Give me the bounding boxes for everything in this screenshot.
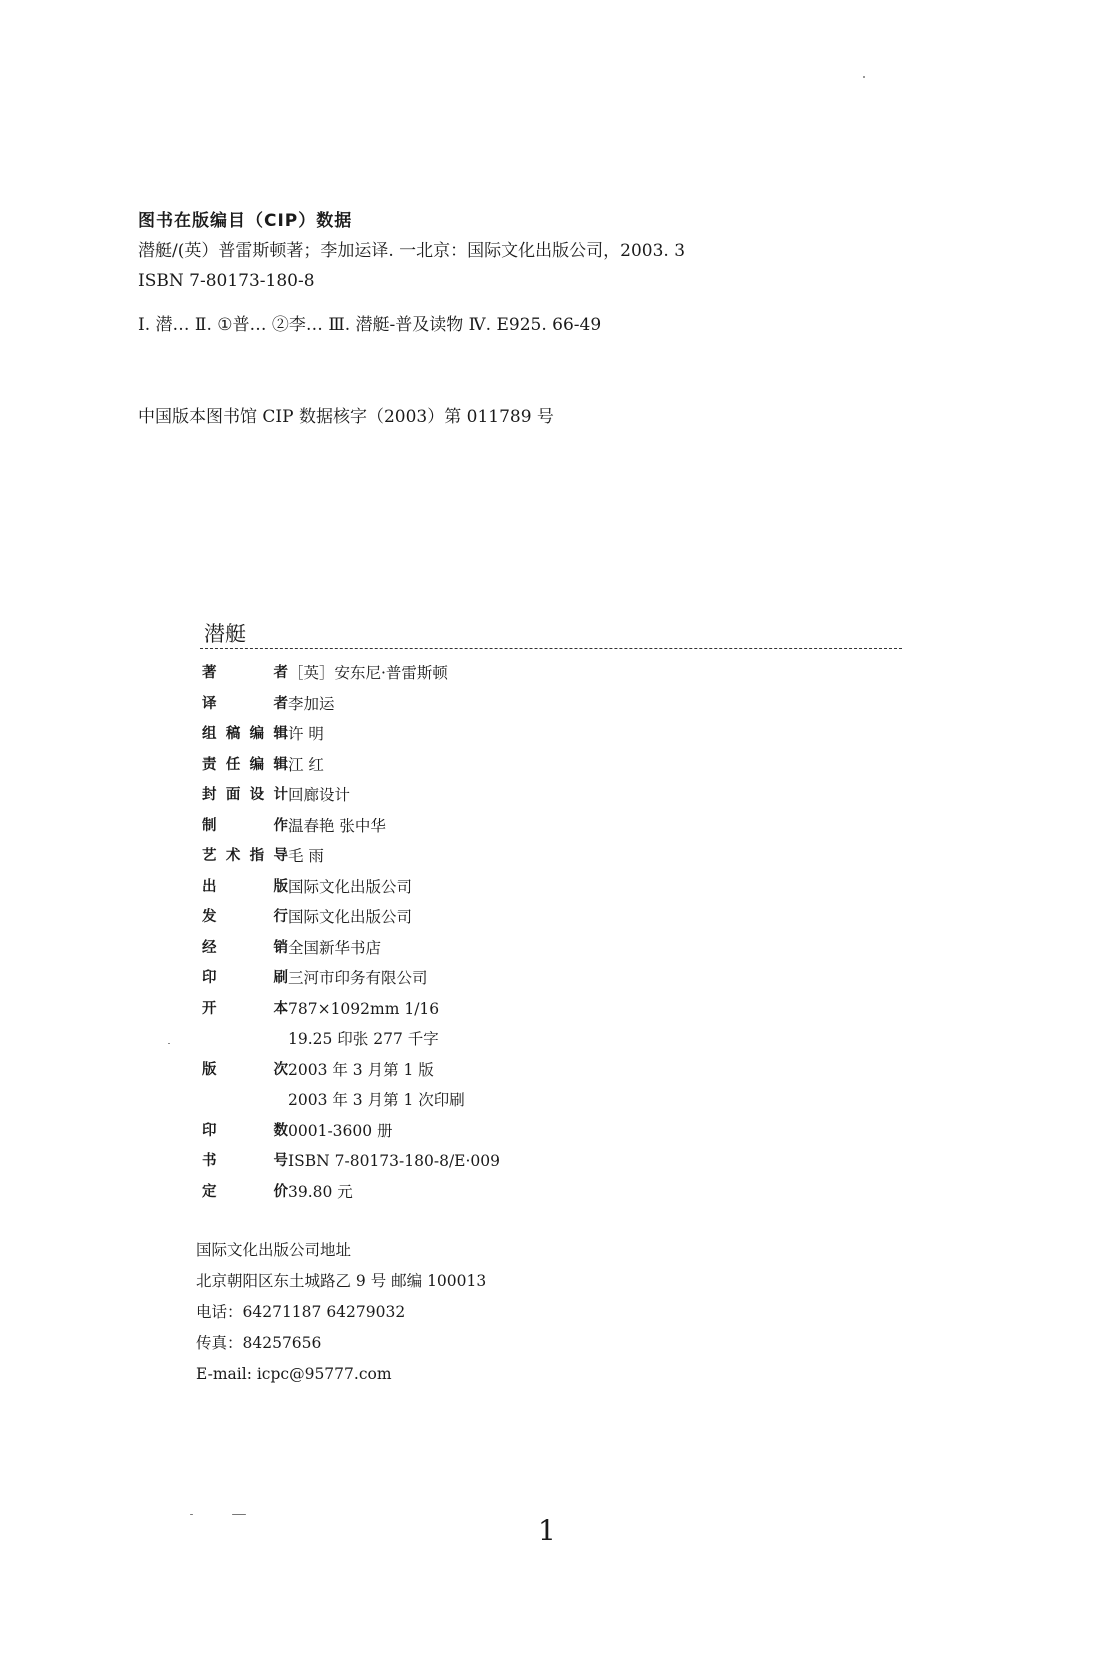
- credit-row-seller: [202, 933, 500, 964]
- credit-label: 印刷: [202, 970, 288, 986]
- address-heading: 国际文化出版公司地址: [196, 1241, 352, 1259]
- credit-value: 39.80 元: [288, 1182, 353, 1201]
- credit-label: 发行: [202, 909, 288, 925]
- credit-label: 组稿编辑: [202, 726, 288, 742]
- credit-value: 许 明: [288, 725, 324, 743]
- credit-label: 译者: [202, 695, 288, 712]
- credit-label: 制作: [202, 817, 288, 834]
- address-phone: 电话：64271187 64279032: [196, 1303, 406, 1321]
- credit-label: [202, 1024, 288, 1055]
- credit-label: 封面设计: [202, 787, 288, 803]
- credit-row-cover-design: [202, 780, 500, 811]
- cip-data-block: [138, 206, 1038, 340]
- credit-label: 开本: [202, 1000, 288, 1017]
- credit-label: [202, 1085, 288, 1116]
- credit-label: 艺术指导: [202, 848, 288, 864]
- credit-value: 19.25 印张 277 千字: [288, 1030, 439, 1048]
- credit-value: 国际文化出版公司: [288, 877, 413, 896]
- credit-row-production: [202, 811, 500, 842]
- credit-label: 著者: [202, 665, 288, 681]
- publisher-address-block: [196, 1235, 486, 1390]
- cip-bibliographic-line: 潜艇/(英）普雷斯顿著；李加运译. 一北京：国际文化出版公司，2003. 3: [138, 241, 686, 261]
- credit-value: 三河市印务有限公司: [288, 969, 428, 987]
- credit-row-printing: [202, 1085, 500, 1116]
- credit-value: 温春艳 张中华: [288, 816, 386, 835]
- credit-value: 国际文化出版公司: [288, 908, 413, 926]
- credit-value: 787×1092mm 1/16: [288, 999, 440, 1018]
- credit-label: 责任编辑: [202, 756, 288, 773]
- credit-value: ISBN 7-80173-180-8/E·009: [288, 1152, 500, 1170]
- credit-value: 李加运: [288, 694, 335, 713]
- credit-row-edition: [202, 1055, 500, 1086]
- credit-label: 印数: [202, 1122, 288, 1139]
- credit-value: 0001-3600 册: [288, 1121, 393, 1140]
- book-title: 潜艇: [204, 622, 246, 646]
- credit-row-price: [202, 1177, 500, 1208]
- credit-row-distributor: [202, 902, 500, 933]
- credit-row-sheets-and-wordcount: [202, 1024, 500, 1055]
- scan-speck: [190, 1514, 193, 1515]
- credit-value: 毛 雨: [288, 847, 324, 865]
- cip-heading: 图书在版编目（CIP）数据: [138, 211, 353, 231]
- credit-label: 书号: [202, 1153, 288, 1169]
- title-divider: [200, 648, 902, 649]
- address-street: 北京朝阳区东土城路乙 9 号 邮编 100013: [196, 1272, 487, 1290]
- scan-speck: [168, 1043, 170, 1044]
- credit-label: 经销: [202, 939, 288, 956]
- credit-value: ［英］安东尼·普雷斯顿: [288, 664, 448, 682]
- address-fax: 传真：84257656: [196, 1334, 322, 1352]
- credits-table: [202, 658, 500, 1207]
- cip-classification: I. 潜… Ⅱ. ①普… ②李… Ⅲ. 潜艇-普及读物 Ⅳ. E925. 66-49: [138, 315, 602, 335]
- credit-value: 回廊设计: [288, 786, 351, 804]
- credit-row-responsible-editor: [202, 750, 500, 781]
- scan-speck: [863, 76, 865, 78]
- credit-row-book-number: [202, 1146, 500, 1177]
- credit-value: 2003 年 3 月第 1 版: [288, 1060, 434, 1079]
- credit-value: 全国新华书店: [288, 938, 382, 957]
- credit-label: 出版: [202, 878, 288, 895]
- credit-row-printer: [202, 963, 500, 994]
- credit-row-translator: [202, 689, 500, 720]
- cip-isbn: ISBN 7-80173-180-8: [138, 271, 315, 291]
- cip-approval-number: 中国版本图书馆 CIP 数据核字（2003）第 011789 号: [138, 407, 554, 427]
- scan-speck: [232, 1514, 246, 1515]
- credit-row-author: [202, 658, 500, 689]
- page-number: 1: [538, 1514, 556, 1547]
- credit-value: 2003 年 3 月第 1 次印刷: [288, 1091, 465, 1109]
- credit-row-acquisitions-editor: [202, 719, 500, 750]
- credit-row-format: [202, 994, 500, 1025]
- credit-label: 定价: [202, 1183, 288, 1200]
- credit-value: 江 红: [288, 755, 324, 774]
- credit-row-art-director: [202, 841, 500, 872]
- credit-row-publisher: [202, 872, 500, 903]
- address-email: E-mail: icpc@95777.com: [196, 1365, 392, 1383]
- credit-label: 版次: [202, 1061, 288, 1078]
- credit-row-print-run: [202, 1116, 500, 1147]
